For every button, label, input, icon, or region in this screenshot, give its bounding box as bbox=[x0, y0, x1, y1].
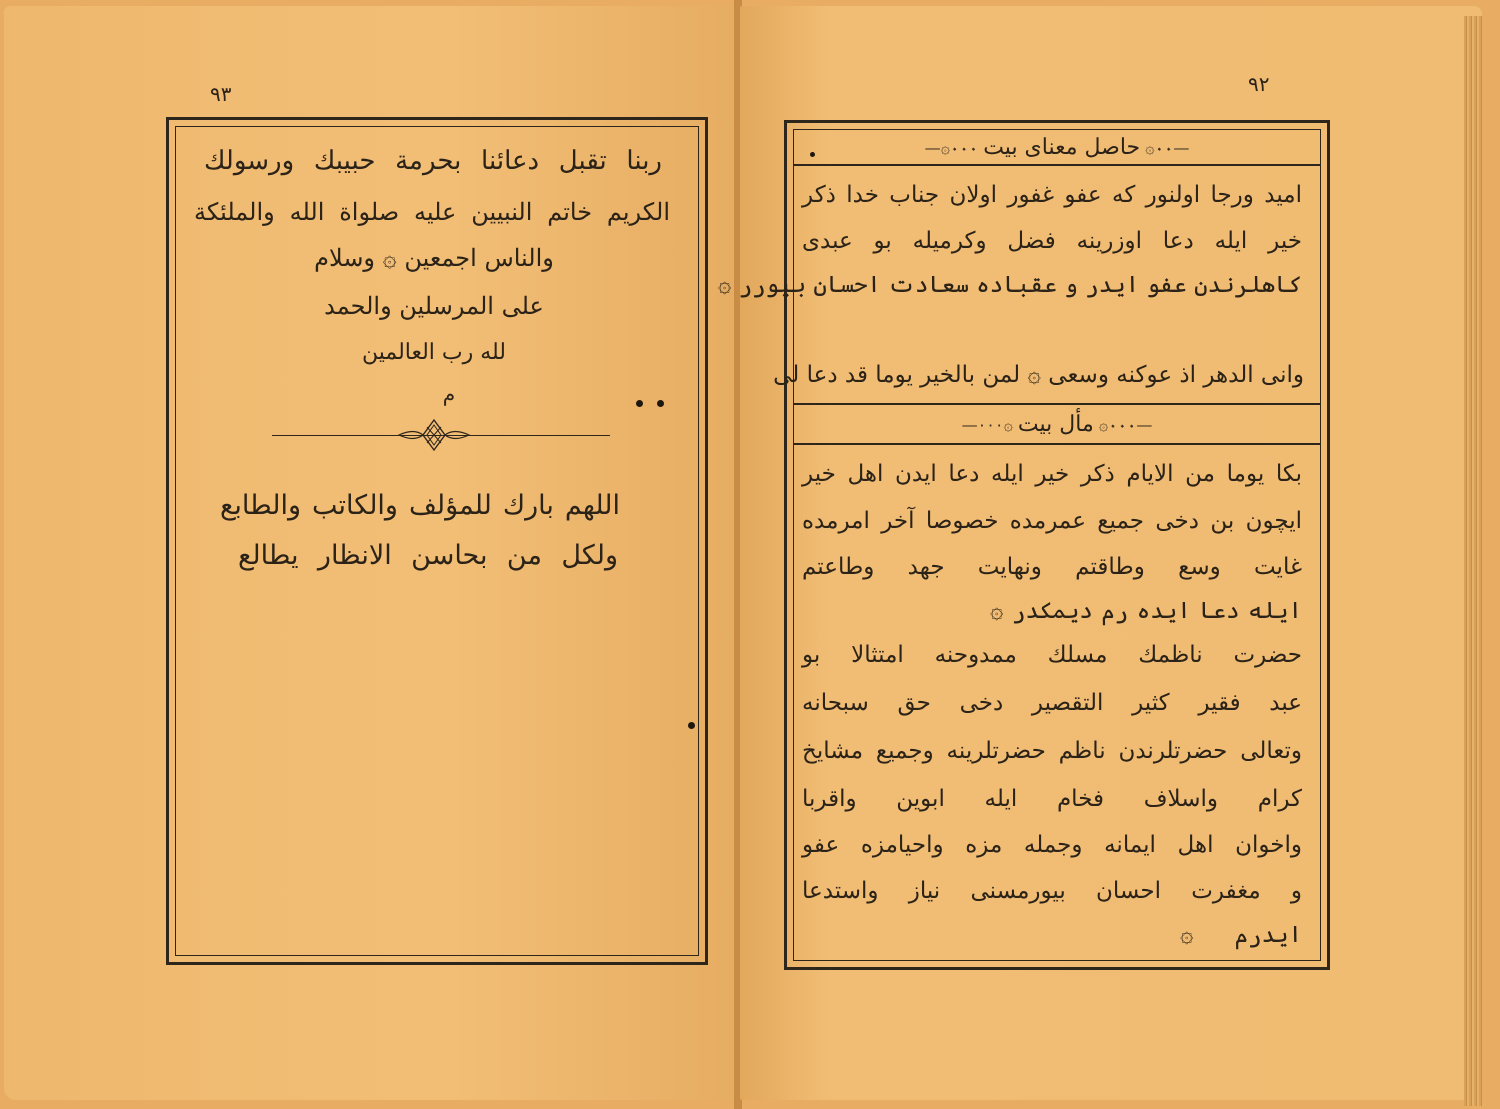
ink-dot bbox=[636, 400, 643, 407]
prayer-line-3: والناس اجمعين ۞ وسلام bbox=[314, 244, 554, 272]
section-heading-band-2 bbox=[793, 403, 1321, 445]
ink-dot bbox=[688, 722, 695, 729]
section-heading-1: حاصل معناى بيت bbox=[983, 134, 1141, 160]
prayer-line-4: على المرسلين والحمد bbox=[324, 292, 544, 320]
heading-ornament-icon: ۞۰۰— bbox=[1140, 137, 1190, 157]
section-heading-2: مأل بيت bbox=[1017, 411, 1094, 437]
section1-line-3: كاهلرندن عفو ايدر و عقباده سعادت احسان بيورر ۞ bbox=[717, 272, 1302, 298]
section2-line-3: غايت وسع وطاقتم ونهايت جهد وطاعتم bbox=[802, 554, 1302, 580]
page-edges bbox=[1464, 16, 1482, 1106]
end-mark: م bbox=[442, 382, 456, 406]
section2-line-11: ايدرم ۞ bbox=[1180, 922, 1302, 948]
prayer-line-5: لله رب العالمين bbox=[361, 340, 507, 365]
page-number-left: ٩٣ bbox=[210, 82, 232, 106]
heading-ornament-icon: —۰۰۰۞ bbox=[961, 414, 1018, 434]
prayer-line-1: ربنا تقبل دعائنا بحرمة حبيبك ورسولك bbox=[204, 146, 662, 176]
ink-dot bbox=[657, 400, 664, 407]
section2-line-9: واخوان اهل ايمانه وجمله مزه واحيامزه عفو bbox=[802, 832, 1302, 858]
section1-line-2: خير ايله دعا اوزرينه فضل وكرميله بو عبدى bbox=[802, 228, 1302, 254]
section2-line-2: ايچون بن دخى جميع عمرمده خصوصا آخر امرمده bbox=[802, 508, 1302, 534]
blessing-line-1: اللهم بارك للمؤلف والكاتب والطابع bbox=[220, 490, 620, 521]
right-page bbox=[717, 6, 1482, 1100]
section2-line-4: ايله دعا ايده رم ديمكدر ۞ bbox=[990, 598, 1302, 624]
section2-line-8: كرام واسلاف فخام ايله ابوين واقربا bbox=[802, 786, 1302, 812]
section2-line-10: و مغفرت احسان بيورمسنى نياز واستدعا bbox=[802, 878, 1302, 904]
section2-line-1: بكا يوما من الايام ذكر خير ايله دعا ايدن اهل خير bbox=[802, 461, 1302, 487]
blessing-line-2: ولكل من بحاسن الانظار يطالع bbox=[238, 540, 618, 571]
heading-ornament-icon: ۞۰۰۰— bbox=[1093, 414, 1153, 434]
heading-ornament-icon: —۞۰۰۰ bbox=[924, 137, 984, 157]
poetic-verse: وانى الدهر اذ عوكنه وسعى ۞ لمن بالخير يوما قد دعا لى bbox=[773, 362, 1304, 388]
section2-line-7: وتعالى حضرتلرندن ناظم حضرتلرينه وجميع مشايخ bbox=[802, 738, 1302, 764]
ink-dot bbox=[810, 152, 815, 157]
section1-line-1: اميد ورجا اولنور كه عفو غفور اولان جناب خدا ذكر bbox=[802, 182, 1302, 208]
section-heading-band-1 bbox=[793, 130, 1321, 166]
rosette-ornament-icon bbox=[399, 414, 469, 454]
left-page bbox=[4, 6, 736, 1100]
prayer-line-2: الكريم خاتم النبيين عليه صلواة الله والملئكة bbox=[194, 198, 670, 226]
page-number-right: ٩٢ bbox=[1248, 72, 1270, 96]
section2-line-6: عبد فقير كثير التقصير دخى حق سبحانه bbox=[802, 690, 1302, 716]
section2-line-5: حضرت ناظمك مسلك ممدوحنه امتثالا بو bbox=[802, 642, 1302, 668]
